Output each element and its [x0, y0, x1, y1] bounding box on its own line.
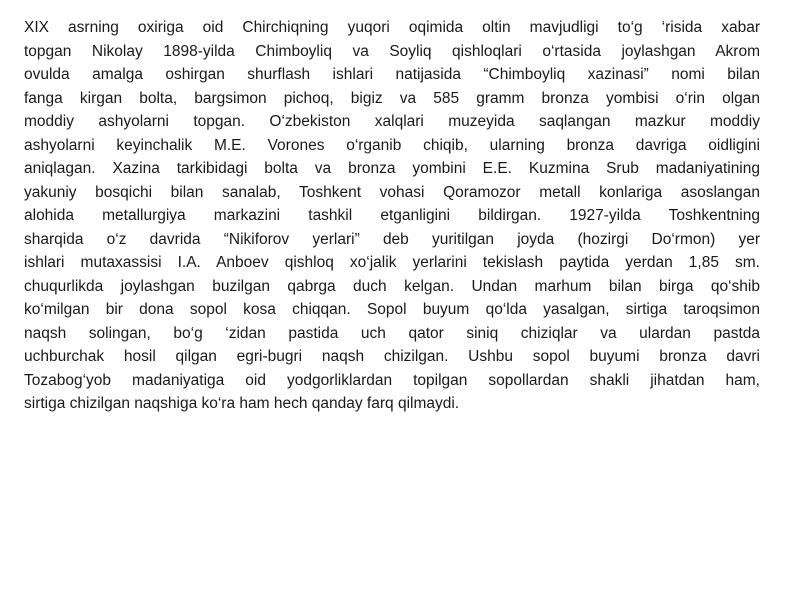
- text-line: naqsh solingan, bo‘g ‘zidan pastida uch qator siniq chiziqlar va ulardan pastda: [24, 324, 760, 342]
- text-line: topgan Nikolay 1898-yilda Chimboyliq va Soyliq qishloqlari o‘rtasida joylashgan Akrom: [24, 42, 760, 60]
- text-line: yakuniy bosqichi bilan sanalab, Toshkent vohasi Qoramozor metall konlariga asoslangan: [24, 183, 760, 201]
- text-line: ovulda amalga oshirgan shurflash ishlari natijasida “Chimboyliq xazinasi” nomi bilan: [24, 66, 760, 83]
- text-line: ashyolarni keyinchalik M.E. Vorones o‘rganib chiqib, ularning bronza davriga oidligini: [24, 136, 760, 154]
- text-line: ishlari mutaxassisi I.A. Anboev qishloq xo‘jalik yerlarini tekislash paytida yerdan 1,85 sm.: [24, 254, 760, 271]
- text-line: fanga kirgan bolta, bargsimon pichoq, bigiz va 585 gramm bronza yombisi o‘rin olgan: [24, 89, 760, 107]
- text-line: moddiy ashyolarni topgan. O‘zbekiston xalqlari muzeyida saqlangan mazkur moddiy: [24, 113, 760, 130]
- text-line: Tozabog‘yob madaniyatiga oid yodgorliklardan topilgan sopollardan shakli jihatdan ham,: [24, 371, 760, 389]
- text-line: sharqida o‘z davrida “Nikiforov yerlari” deb yuritilgan joyda (hozirgi Do‘rmon) yer: [24, 230, 760, 248]
- text-line: uchburchak hosil qilgan egri-bugri naqsh chizilgan. Ushbu sopol buyumi bronza davri: [24, 348, 760, 365]
- text-line: chuqurlikda joylashgan buzilgan qabrga duch kelgan. Undan marhum bilan birga qo‘shib: [24, 277, 760, 295]
- text-line: XIX asrning oxiriga oid Chirchiqning yuqori oqimida oltin mavjudligi to‘g ‘risida xabar: [24, 19, 760, 36]
- text-line: aniqlagan. Xazina tarkibidagi bolta va bronza yombini E.E. Kuzmina Srub madaniyatining: [24, 160, 760, 177]
- text-line: ko‘milgan bir dona sopol kosa chiqqan. Sopol buyum qo‘lda yasalgan, sirtiga taroqsimon: [24, 301, 760, 318]
- text-line: alohida metallurgiya markazini tashkil etganligini bildirgan. 1927-yilda Toshkentning: [24, 207, 760, 224]
- text-line: sirtiga chizilgan naqshiga ko‘ra ham hech qanday farq qilmaydi.: [24, 395, 460, 412]
- body-paragraph: [24, 16, 776, 416]
